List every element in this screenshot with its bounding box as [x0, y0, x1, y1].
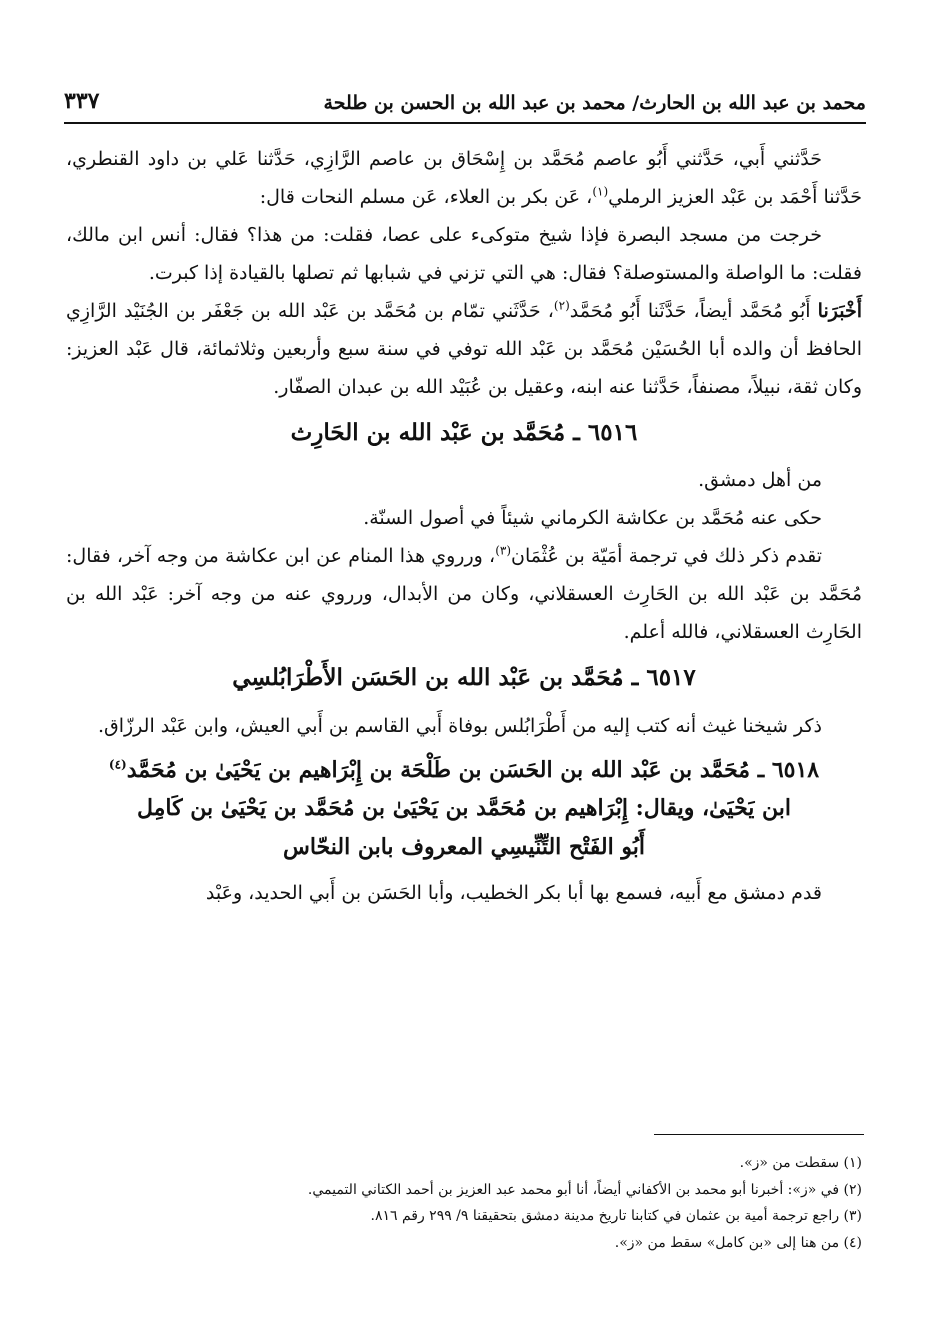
footnote-divider: [654, 1134, 864, 1135]
paragraph-text: أَبُو مُحَمَّد أيضاً، حَدَّثَنا أَبُو مُحَمَّد: [569, 300, 818, 322]
footnote-3: (٣) راجع ترجمة أمية بن عثمان في كتابنا تاريخ مدينة دمشق بتحقيقنا ٩/ ٢٩٩ رقم ٨١٦.: [370, 1208, 862, 1225]
paragraph-hadith: خرجت من مسجد البصرة فإذا شيخ متوكىء على عصا، فقلت: من هذا؟ فقال: أنس ابن مالك، فقلت: ما الواصلة والمستوصلة؟ فقال: هي التي تزني في شبابها ثم تصلها بالقيادة إذا كبرت.: [66, 224, 862, 284]
running-head: محمد بن عبد الله بن الحارث/ محمد بن عبد الله بن الحسن بن طلحة: [323, 92, 866, 114]
page-number: ٣٣٧: [64, 88, 100, 114]
entry-heading-6517: ٦٥١٧ ـ مُحَمَّد بن عَبْد الله بن الحَسَن الأَطْرَابُلسِي: [232, 664, 696, 692]
entry-heading-6518: [66, 751, 862, 867]
paragraph-ghayth: ذكر شيخنا غيث أنه كتب إليه من أَطْرَابُلس بوفاة أَبي القاسم بن أَبي العيش، وابن عَبْد الرزّاق.: [97, 714, 822, 737]
heading-line: ٦٥١٨ ـ مُحَمَّد بن عَبْد الله بن الحَسَن بن طَلْحَة بن إِبْرَاهيم بن يَحْيَىٰ بن مُحَمَّد: [126, 756, 820, 783]
paragraph-text: ، حَدَّثَني تمّام بن مُحَمَّد بن عَبْد الله بن جَعْفَر بن الجُنَيْد الرَّازِي الحافظ أن والده أبا الحُسَيْن مُحَمَّد بن عَبْد الله توفي في سنة سبع وأربعين وثلاثمائة، قال عَبْد العزيز: وكان ثقة، نبيلاً، مصنفاً، حَدَّثنا عنه ابنه، وعقيل بن عُبَيْد الله بن عبدان الصفّار.: [66, 300, 862, 398]
footnote-4: (٤) من هنا إلى «بن كامل» سقط من «ز».: [614, 1234, 862, 1251]
paragraph-text: تقدم ذكر ذلك في ترجمة أمَيّة بن عُثْمَان: [511, 545, 822, 568]
footnote-ref: (٤): [108, 757, 127, 772]
akhbarana-word: أَخْبَرَنا: [817, 300, 862, 322]
footnote-ref: (١): [592, 184, 609, 199]
footnotes: [66, 1150, 862, 1256]
paragraph-narration: حكى عنه مُحَمَّد بن عكاشة الكرماني شيئاً في أصول السنّة.: [363, 507, 822, 530]
paragraph-akhbarana: [66, 292, 862, 406]
paragraph-text: ، ورروي هذا المنام عن ابن عكاشة من وجه آخر، فقال: مُحَمَّد بن عَبْد الله بن الحَارِث العسقلاني، وكان من الأبدال، ورروي عنه من وجه آخر: عَبْد الله بن الحَارِث العسقلاني، فالله أعلم.: [66, 545, 862, 644]
entry-heading-6516: ٦٥١٦ ـ مُحَمَّد بن عَبْد الله بن الحَارِث: [290, 419, 638, 446]
paragraph-text: ، عَن بكر بن العلاء، عَن مسلم النحات قال:: [259, 186, 593, 208]
paragraph-text: حَدَّثني أَبي، حَدَّثني أَبُو عاصم مُحَمَّد بن إِسْحَاق بن عاصم الرَّازِي، حَدَّثنا عَلي بن داود القنطري، حَدَّثنا أَحْمَد بن عَبْد العزيز الرملي: [66, 148, 862, 208]
heading-line: ابن يَحْيَىٰ، ويقال: إِبْرَاهيم بن مُحَمَّد بن يَحْيَىٰ بن مُحَمَّد بن يَحْيَىٰ بن كَامِل: [136, 795, 792, 822]
page-header: [64, 74, 866, 124]
heading-line: أَبُو الفَتْح التِّنِّيسِي المعروف بابن النحّاس: [282, 833, 645, 860]
paragraph-origin: من أهل دمشق.: [698, 469, 822, 492]
paragraph-damascus: قدم دمشق مع أَبيه، فسمع بها أبا بكر الخطيب، وأبا الحَسَن بن أَبي الحديد، وعَبْد: [205, 882, 822, 905]
footnote-2: (٢) في «ز»: أخبرنا أبو محمد بن الأكفاني أيضاً، أنا أبو محمد عبد العزيز بن أحمد الكتاني التميمي.: [307, 1181, 862, 1198]
footnote-1: (١) سقطت من «ز».: [739, 1155, 862, 1171]
main-text: [66, 140, 862, 912]
footnote-ref: (٣): [495, 544, 512, 559]
paragraph-cross-reference: [66, 537, 862, 651]
footnote-ref: (٢): [553, 298, 570, 313]
paragraph-isnad: [66, 140, 862, 216]
